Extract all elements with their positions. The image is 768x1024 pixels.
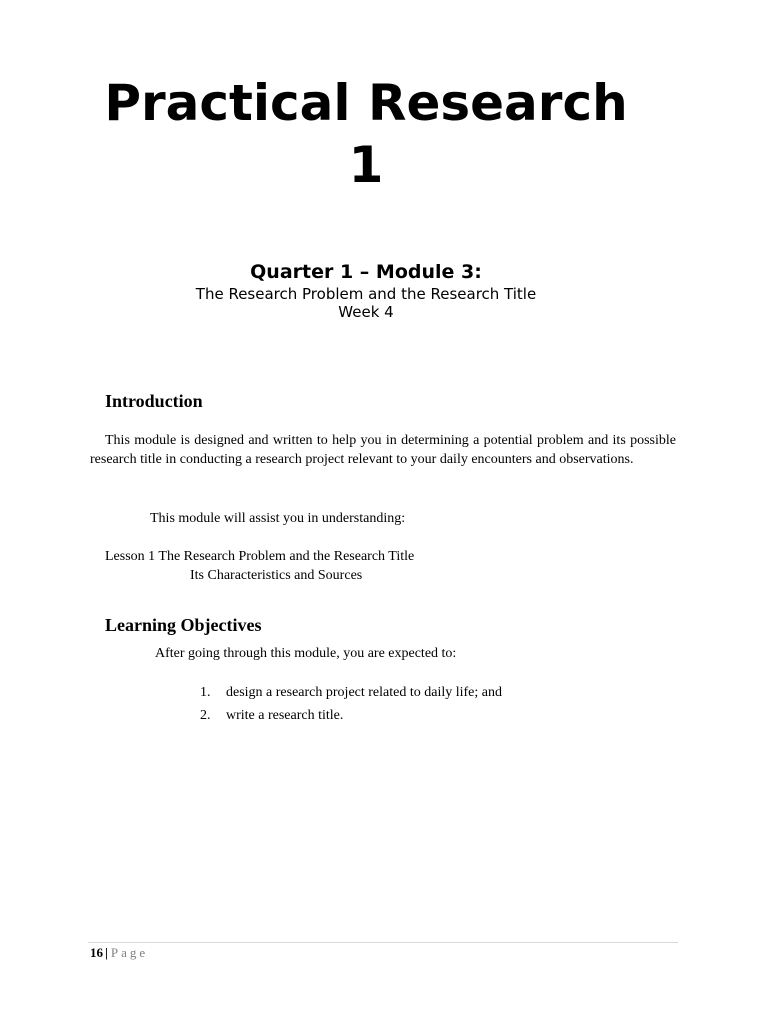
assist-line: This module will assist you in understanding: — [150, 511, 406, 526]
footer-separator: | — [105, 945, 108, 960]
document-title-number: 1 — [348, 136, 384, 194]
learning-objectives-heading: Learning Objectives — [105, 615, 262, 635]
footer-page-label: Page — [110, 945, 149, 960]
module-week: Week 4 — [338, 303, 394, 321]
page-number: 16 — [90, 945, 103, 960]
page-footer — [90, 944, 148, 962]
lesson-title: Lesson 1 The Research Problem and the Research Title — [105, 549, 415, 564]
list-item — [200, 707, 502, 730]
introduction-paragraph: This module is designed and written to help you in determining a potential problem and its possible research title in conducting a research project relevant to your daily encounters and observations. — [90, 433, 676, 467]
list-item-number: 1. — [200, 685, 211, 700]
list-item-text: design a research project related to daily life; and — [226, 685, 502, 700]
list-item — [200, 684, 502, 707]
list-item-number: 2. — [200, 708, 211, 723]
footer-divider — [88, 942, 678, 943]
module-subtitle: The Research Problem and the Research Title — [195, 285, 537, 303]
objectives-list — [200, 684, 502, 730]
document-title: Practical Research — [104, 74, 628, 132]
lesson-subtitle: Its Characteristics and Sources — [190, 568, 363, 583]
list-item-text: write a research title. — [226, 708, 344, 723]
introduction-heading: Introduction — [105, 391, 203, 411]
objectives-intro: After going through this module, you are expected to: — [155, 646, 457, 661]
module-heading: Quarter 1 – Module 3: — [250, 261, 482, 283]
